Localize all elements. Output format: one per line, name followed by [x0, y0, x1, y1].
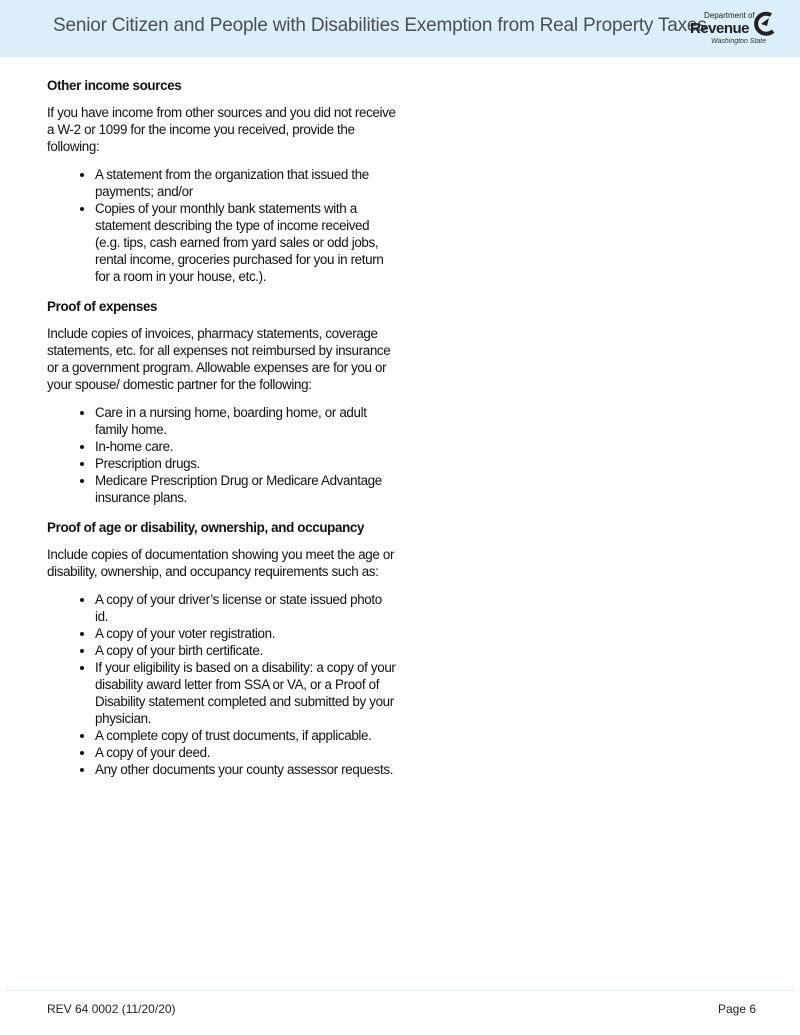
document-title: Senior Citizen and People with Disabilities Exemption from Real Property Taxes — [53, 15, 707, 36]
list-item: • Prescription drugs. — [95, 455, 397, 472]
list-item: • A complete copy of trust documents, if applicable. — [95, 727, 397, 744]
document-body — [47, 77, 397, 791]
logo-text-revenue: Revenue — [690, 20, 750, 37]
section-paragraph: If you have income from other sources and you did not receive a W-2 or 1099 for the income you received, provide the following: — [47, 105, 396, 154]
footer-divider — [5, 990, 795, 991]
section-paragraph: Include copies of documentation showing you meet the age or disability, ownership, and occupancy requirements such as: — [47, 547, 395, 579]
list-item: • Care in a nursing home, boarding home, or adult family home. — [95, 404, 397, 438]
list-item: • Copies of your monthly bank statements with a statement describing the type of income received (e.g. tips, cash earned from yard sales or odd jobs, rental income, groceries purchased for you in return for a room in your house, etc.). — [95, 200, 397, 285]
list-item: • Medicare Prescription Drug or Medicare Advantage insurance plans. — [95, 472, 397, 506]
bullet-list — [47, 591, 397, 778]
list-item: • A copy of your voter registration. — [95, 625, 397, 642]
logo-text-department: Department of — [704, 11, 755, 20]
section-paragraph: Include copies of invoices, pharmacy statements, coverage statements, etc. for all expenses not reimbursed by insurance or a government program. Allowable expenses are for you or your spouse/ domestic partner for the following: — [47, 326, 391, 392]
list-item: • A copy of your deed. — [95, 744, 397, 761]
page-header — [0, 0, 800, 57]
revenue-emblem-icon — [751, 11, 777, 37]
page-number: Page 6 — [718, 1002, 757, 1016]
list-item: • A statement from the organization that issued the payments; and/or — [95, 166, 397, 200]
list-item: • If your eligibility is based on a disability: a copy of your disability award letter from SSA or VA, or a Proof of Disability statement completed and submitted by your physician. — [95, 659, 397, 727]
list-item: • In-home care. — [95, 438, 397, 455]
logo-text-state: Washington State — [711, 38, 767, 45]
list-item: • A copy of your driver’s license or state issued photo id. — [95, 591, 397, 625]
form-number: REV 64 0002 (11/20/20) — [47, 1002, 176, 1016]
section-heading-proof-of-age: Proof of age or disability, ownership, and occupancy — [47, 520, 365, 535]
bullet-list — [47, 404, 397, 506]
section-heading-proof-of-expenses: Proof of expenses — [47, 299, 158, 314]
section-heading-other-income: Other income sources — [47, 78, 182, 93]
list-item: • Any other documents your county assessor requests. — [95, 761, 397, 778]
list-item: • A copy of your birth certificate. — [95, 642, 397, 659]
department-of-revenue-logo — [690, 10, 780, 52]
bullet-list — [47, 166, 397, 285]
